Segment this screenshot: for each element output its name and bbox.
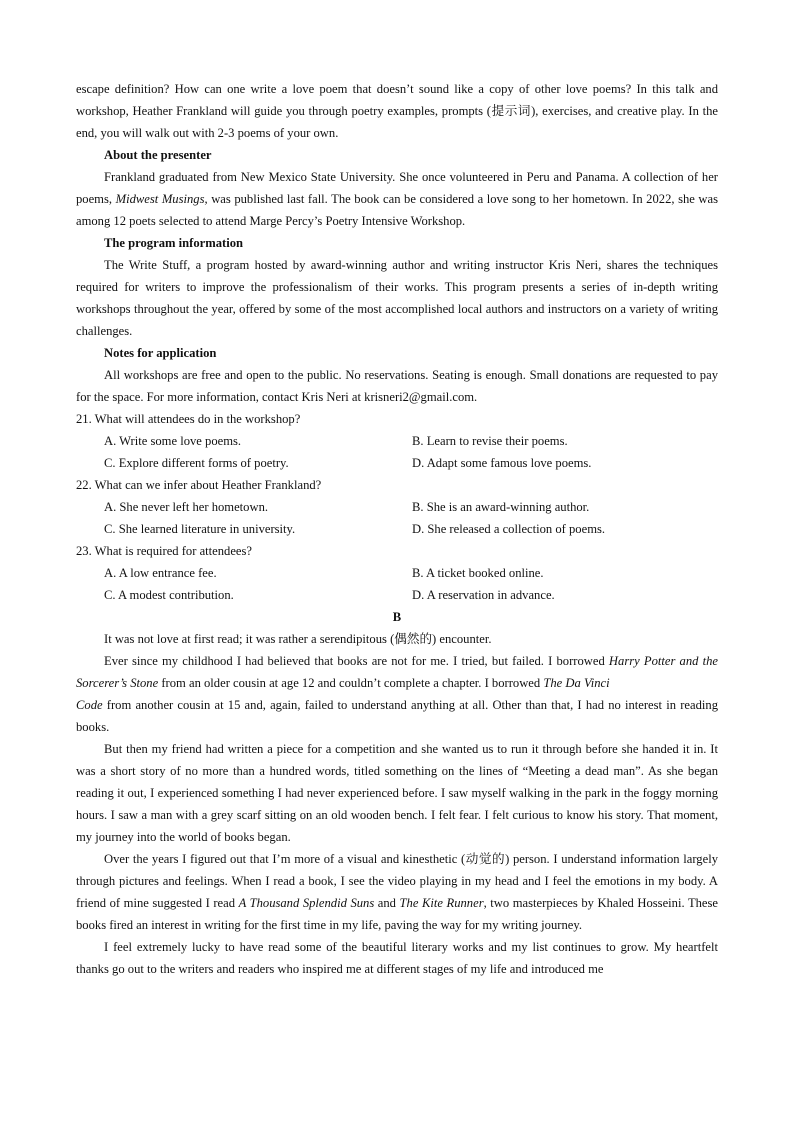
option-a: A. She never left her hometown. [104, 500, 269, 514]
notes-heading: Notes for application [104, 346, 217, 360]
presenter-text-2: was published last fall. The book can be considered a love song to her hometown. In 2022, she was among 12 poets selected to attend Marge Percy’s Poetry Intensive Workshop. [76, 192, 718, 228]
p2-text-c: from another cousin at 15 and, again, failed to understand anything at all. Other than that, I had no interest in reading books. [76, 698, 718, 734]
option-d: D. A reservation in advance. [412, 588, 555, 602]
presenter-heading: About the presenter [104, 148, 212, 162]
option-b: B. She is an award-winning author. [412, 500, 590, 514]
passage-b-paragraph-2-cont [76, 694, 718, 738]
section-b-heading: B [392, 610, 402, 624]
book-title-da-vinci: The Da Vinci [543, 676, 610, 690]
passage-b-paragraph-5: I feel extremely lucky to have read some of the beautiful literary works and my list continues to grow. My heartfelt thanks go out to the writers and readers who inspired me at different stages of my life and introduced me [76, 940, 718, 976]
intro-paragraph: escape definition? How can one write a love poem that doesn’t sound like a copy of other love poems? In this talk and workshop, Heather Frankland will guide you through poetry examples, prompts (提示词), exercises, and creative play. In the end, you will walk out with 2-3 poems of your own. [76, 82, 718, 140]
document-page [76, 78, 718, 980]
option-d: D. She released a collection of poems. [412, 522, 606, 536]
presenter-paragraph [76, 166, 718, 232]
book-title-code: Code [76, 698, 103, 712]
book-title-midwest-musings: Midwest Musings, [115, 192, 208, 206]
question-23 [76, 540, 718, 606]
passage-b-paragraph-3: But then my friend had written a piece for a competition and she wanted us to run it through before she handed it in. It was a short story of no more than a hundred words, titled something on the lines of “Meeting a dead man”. As she began reading it out, I experienced something I had never experienced before. I saw myself walking in the park in the foggy morning hours. I saw a man with a grey scarf sitting on an old wooden bench. I felt fear. I felt curious to know his story. That moment, my journey into the world of books began. [76, 742, 718, 844]
presenter-text-1: Frankland graduated from New Mexico State University. She once volunteered in Peru and Panama. A collection of her poems, [76, 170, 718, 206]
program-paragraph: The Write Stuff, a program hosted by award-winning author and writing instructor Kris Neri, shares the techniques required for writers to improve the professionalism of their works. This program presents a series of in-depth writing workshops throughout the year, offered by some of the most accomplished local authors and instructors on a variety of writing challenges. [76, 258, 718, 338]
notes-paragraph: All workshops are free and open to the public. No reservations. Seating is enough. Small donations are requested to pay for the space. For more information, contact Kris Neri at krisneri2@gmail.com. [76, 368, 718, 404]
question-21 [76, 408, 718, 474]
question-stem: 23. What is required for attendees? [76, 544, 253, 558]
program-heading: The program information [104, 236, 243, 250]
passage-b-paragraph-1: It was not love at first read; it was rather a serendipitous (偶然的) encounter. [104, 632, 492, 646]
option-a: A. Write some love poems. [104, 434, 242, 448]
option-c: C. Explore different forms of poetry. [104, 456, 289, 470]
option-b: B. Learn to revise their poems. [412, 434, 568, 448]
book-title-thousand-suns: A Thousand Splendid Suns [238, 896, 375, 910]
question-stem: 22. What can we infer about Heather Frankland? [76, 478, 322, 492]
p2-text-b: from an older cousin at age 12 and couldn’t complete a chapter. I borrowed [158, 676, 544, 690]
option-c: C. She learned literature in university. [104, 522, 296, 536]
question-stem: 21. What will attendees do in the workshop? [76, 412, 301, 426]
book-title-harry-potter: Harry Potter and the Sorcerer’s Stone [76, 654, 718, 690]
book-title-kite-runner: The Kite Runner [399, 896, 484, 910]
option-d: D. Adapt some famous love poems. [412, 456, 592, 470]
option-a: A. A low entrance fee. [104, 566, 217, 580]
passage-b-paragraph-2 [76, 650, 718, 694]
option-b: B. A ticket booked online. [412, 566, 544, 580]
question-22 [76, 474, 718, 540]
p4-text-a: Over the years I figured out that I’m more of a visual and kinesthetic (动觉的) person. I understand information largely through pictures and feelings. When I read a book, I see the video playing in my head and I feel the emotions in my body. A friend of mine suggested I read [76, 852, 718, 910]
p2-text-a: Ever since my childhood I had believed that books are not for me. I tried, but failed. I borrowed [104, 654, 609, 668]
p4-text-b: and [374, 896, 400, 910]
option-c: C. A modest contribution. [104, 588, 234, 602]
passage-b-paragraph-4 [76, 848, 718, 936]
p4-text-c: , two masterpieces by Khaled Hosseini. These books fired an interest in writing for the first time in my life, paving the way for my writing journey. [76, 896, 719, 932]
